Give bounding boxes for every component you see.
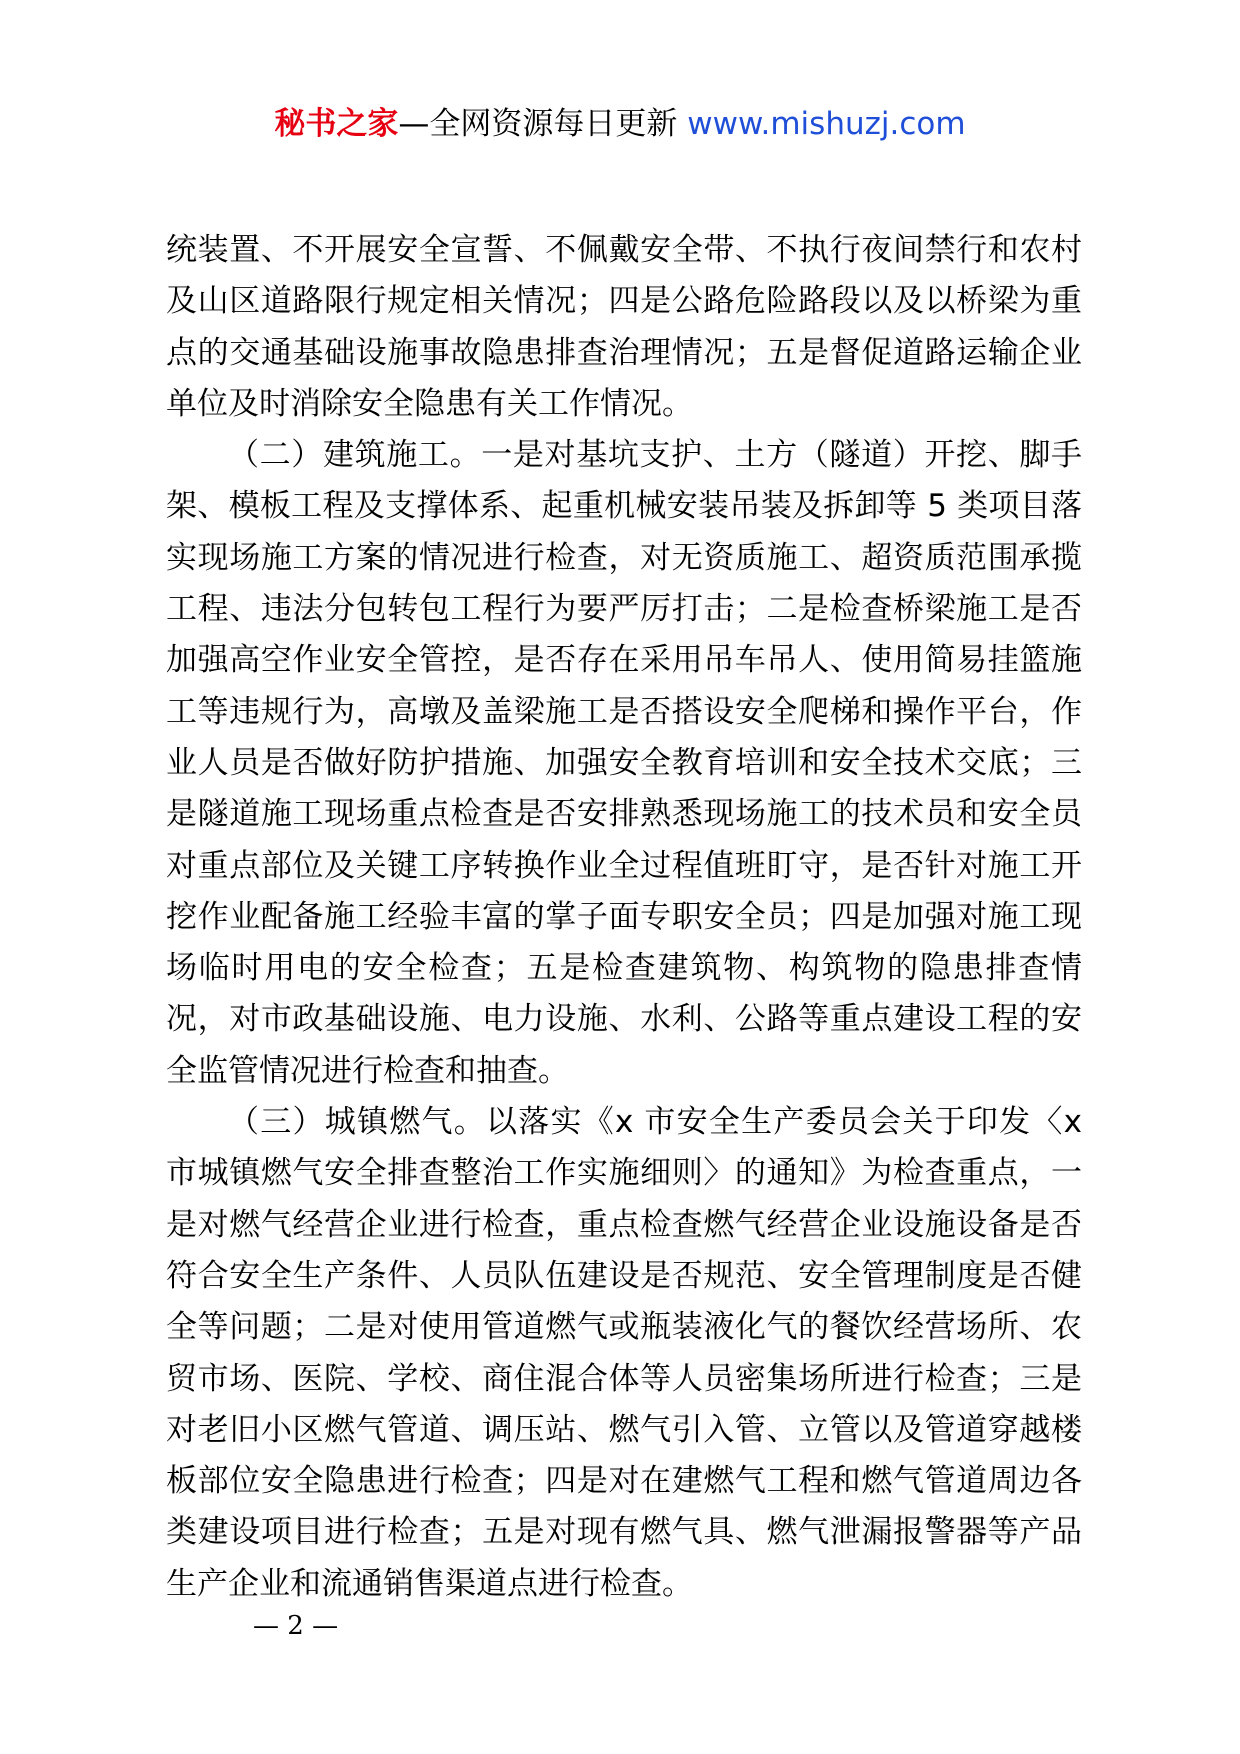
site-brand: 秘书之家 <box>274 106 399 142</box>
paragraph-gas: （三）城镇燃气。以落实《x 市安全生产委员会关于印发〈x 市城镇燃气安全排查整治工作实施细则〉的通知》为检查重点，一是对燃气经营企业进行检查，重点检查燃气经营企业设施设备是否符合安全生产条件、人员队伍建设是否规范、安全管理制度是否健全等问题；二是对使用管道燃气或瓶装液化气的餐饮经营场所、农贸市场、医院、学校、商住混合体等人员密集场所进行检查；三是对老旧小区燃气管道、调压站、燃气引入管、立管以及管道穿越楼板部位安全隐患进行检查；四是对在建燃气工程和燃气管道周边各类建设项目进行检查；五是对现有燃气具、燃气泄漏报警器等产品生产企业和流通销售渠道点进行检查。 <box>166 1104 1082 1602</box>
page-number: — 2 — <box>253 1611 339 1641</box>
site-tagline: —全网资源每日更新 <box>398 106 678 142</box>
document-body <box>166 225 1082 1610</box>
paragraph-traffic-continued: 统装置、不开展安全宣誓、不佩戴安全带、不执行夜间禁行和农村及山区道路限行规定相关情况；四是公路危险路段以及以桥梁为重点的交通基础设施事故隐患排查治理情况；五是督促道路运输企业单位及时消除安全隐患有关工作情况。 <box>166 232 1082 422</box>
site-url-link[interactable]: www.mishuzj.com <box>687 106 966 142</box>
paragraph-construction: （二）建筑施工。一是对基坑支护、土方（隧道）开挖、脚手架、模板工程及支撑体系、起重机械安装吊装及拆卸等 5 类项目落实现场施工方案的情况进行检查，对无资质施工、超资质范围承揽工程、违法分包转包工程行为要严厉打击；二是检查桥梁施工是否加强高空作业安全管控，是否存在采用吊车吊人、使用简易挂篮施工等违规行为，高墩及盖梁施工是否搭设安全爬梯和操作平台，作业人员是否做好防护措施、加强安全教育培训和安全技术交底；三是隧道施工现场重点检查是否安排熟悉现场施工的技术员和安全员对重点部位及关键工序转换作业全过程值班盯守，是否针对施工开挖作业配备施工经验丰富的掌子面专职安全员；四是加强对施工现场临时用电的安全检查；五是检查建筑物、构筑物的隐患排查情况，对市政基础设施、电力设施、水利、公路等重点建设工程的安全监管情况进行检查和抽查。 <box>166 437 1082 1089</box>
page-header <box>0 102 1240 146</box>
